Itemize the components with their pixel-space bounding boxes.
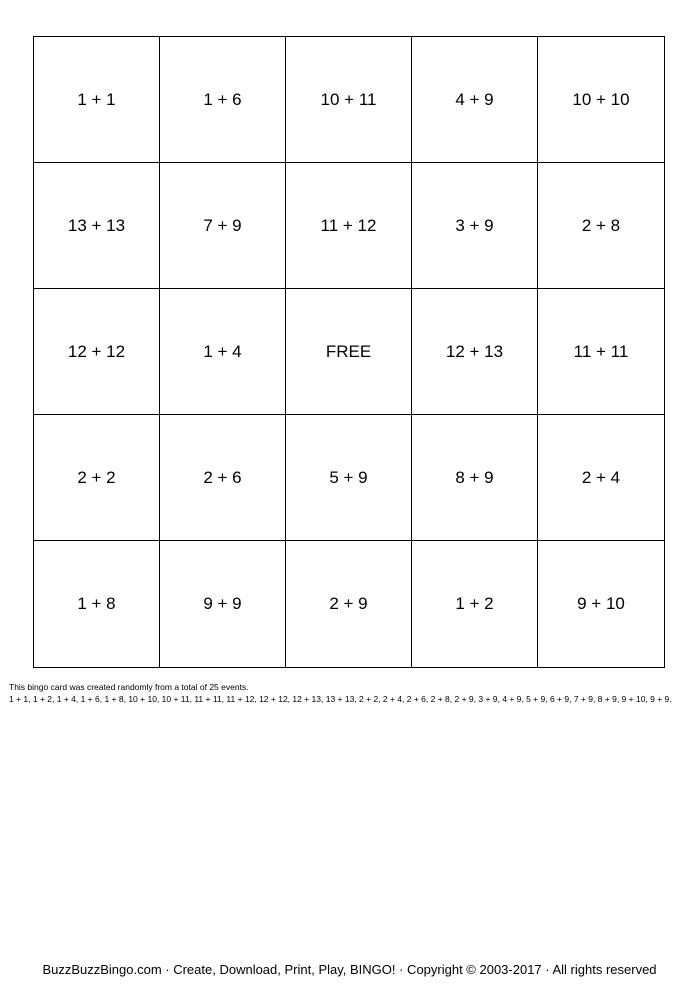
bingo-cell-r2-c3: 11 + 12 bbox=[286, 163, 412, 289]
bingo-cell-r2-c1: 13 + 13 bbox=[34, 163, 160, 289]
bingo-card bbox=[33, 36, 665, 668]
bingo-cell-r1-c5: 10 + 10 bbox=[538, 37, 664, 163]
bingo-cell-free: FREE bbox=[286, 289, 412, 415]
card-info bbox=[9, 681, 691, 705]
event-list: 1 + 1, 1 + 2, 1 + 4, 1 + 6, 1 + 8, 10 + 10, 10 + 11, 11 + 11, 11 + 12, 12 + 12, 12 + 13, 13 + 13, 2 + 2, 2 + 4, 2 + 6, 2 + 8, 2 + 9, 3 + 9, 4 + 9, 5 + 9, 6 + 9, 7 + 9, 8 + 9, 9 + 10, 9 + 9. bbox=[9, 694, 672, 704]
bingo-cell-r5-c2: 9 + 9 bbox=[160, 541, 286, 667]
bingo-cell-r3-c2: 1 + 4 bbox=[160, 289, 286, 415]
bingo-cell-r4-c1: 2 + 2 bbox=[34, 415, 160, 541]
bingo-cell-r2-c5: 2 + 8 bbox=[538, 163, 664, 289]
page-footer: BuzzBuzzBingo.com · Create, Download, Print, Play, BINGO! · Copyright © 2003-2017 · All rights reserved bbox=[42, 962, 657, 977]
bingo-cell-r5-c5: 9 + 10 bbox=[577, 594, 625, 613]
bingo-cell-r1-c1: 1 + 1 bbox=[34, 37, 160, 163]
bingo-cell-r4-c2: 2 + 6 bbox=[160, 415, 286, 541]
bingo-cell-r5-c3: 2 + 9 bbox=[286, 541, 412, 667]
bingo-cell-r3-c5: 11 + 11 bbox=[538, 289, 664, 415]
bingo-cell-r4-c5: 2 + 4 bbox=[538, 415, 664, 541]
card-summary: This bingo card was created randomly from a total of 25 events. bbox=[9, 682, 249, 692]
bingo-cell-r3-c4: 12 + 13 bbox=[412, 289, 538, 415]
bingo-cell-r4-c3: 5 + 9 bbox=[286, 415, 412, 541]
bingo-cell-r5-c4: 1 + 2 bbox=[412, 541, 538, 667]
bingo-cell-r3-c1: 12 + 12 bbox=[34, 289, 160, 415]
bingo-cell-r4-c4: 8 + 9 bbox=[412, 415, 538, 541]
bingo-cell-r1-c4: 4 + 9 bbox=[412, 37, 538, 163]
bingo-cell-r1-c2: 1 + 6 bbox=[160, 37, 286, 163]
bingo-cell-r2-c2: 7 + 9 bbox=[160, 163, 286, 289]
bingo-cell-r5-c1: 1 + 8 bbox=[34, 541, 160, 667]
bingo-cell-r1-c3: 10 + 11 bbox=[286, 37, 412, 163]
bingo-cell-r2-c4: 3 + 9 bbox=[412, 163, 538, 289]
